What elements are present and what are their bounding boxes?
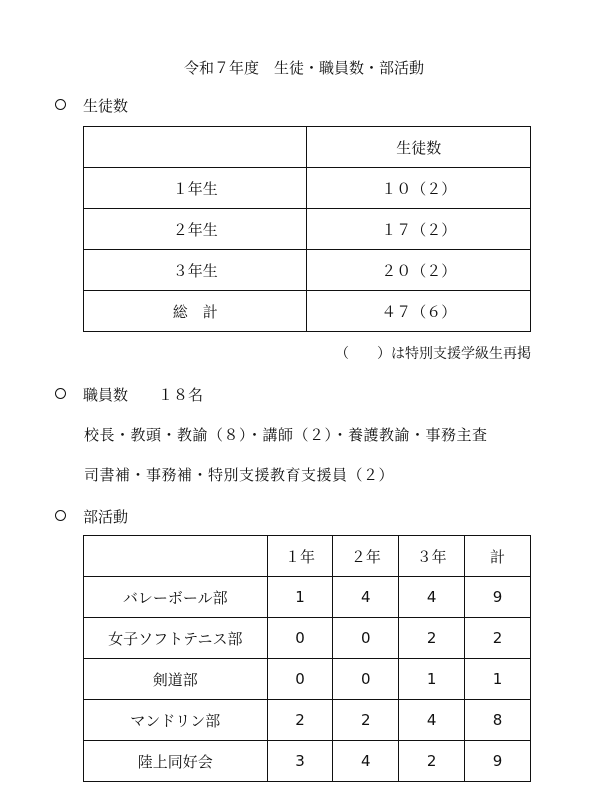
grade-label: １年生	[84, 168, 307, 209]
table-header-cell: 生徒数	[307, 127, 531, 168]
table-header-row	[84, 127, 531, 168]
student-count: １０（２）	[307, 168, 531, 209]
total-count: ４７（６）	[307, 291, 531, 332]
table-row	[84, 618, 531, 659]
club-total: 9	[465, 741, 531, 782]
grade-label: ３年生	[84, 250, 307, 291]
table-row	[84, 291, 531, 332]
circle-bullet-icon	[55, 510, 66, 521]
clubs-heading	[55, 506, 128, 527]
total-label: 総 計	[84, 291, 307, 332]
club-name: 剣道部	[84, 659, 268, 700]
table-header-cell	[84, 127, 307, 168]
table-row	[84, 209, 531, 250]
club-name: 陸上同好会	[84, 741, 268, 782]
special-class-note: （ ）は特別支援学級生再掲	[335, 346, 531, 362]
table-header-cell	[84, 536, 268, 577]
club-count: 4	[399, 700, 465, 741]
club-count: 1	[399, 659, 465, 700]
club-count: 2	[333, 700, 399, 741]
club-name: バレーボール部	[84, 577, 268, 618]
club-total: 2	[465, 618, 531, 659]
club-name: 女子ソフトテニス部	[84, 618, 268, 659]
student-count: １７（２）	[307, 209, 531, 250]
club-count: 2	[399, 741, 465, 782]
club-count: 1	[267, 577, 333, 618]
club-count: 0	[333, 659, 399, 700]
table-header-cell: ３年	[399, 536, 465, 577]
club-name: マンドリン部	[84, 700, 268, 741]
club-count: 2	[399, 618, 465, 659]
grade-label: ２年生	[84, 209, 307, 250]
staff-heading-text: 職員数 １８名	[83, 386, 204, 404]
club-total: 9	[465, 577, 531, 618]
club-count: 2	[267, 700, 333, 741]
table-row	[84, 659, 531, 700]
club-count: 4	[399, 577, 465, 618]
table-header-cell: ２年	[333, 536, 399, 577]
club-count: 4	[333, 741, 399, 782]
students-table	[83, 126, 531, 332]
circle-bullet-icon	[55, 99, 66, 110]
clubs-heading-text: 部活動	[83, 508, 129, 526]
circle-bullet-icon	[55, 388, 66, 399]
students-heading-text: 生徒数	[83, 97, 129, 115]
table-row	[84, 577, 531, 618]
club-count: 0	[267, 618, 333, 659]
table-header-cell: １年	[267, 536, 333, 577]
club-count: 0	[267, 659, 333, 700]
table-row	[84, 741, 531, 782]
club-count: 3	[267, 741, 333, 782]
club-total: 8	[465, 700, 531, 741]
staff-heading	[55, 384, 203, 405]
club-count: 0	[333, 618, 399, 659]
student-count: ２０（２）	[307, 250, 531, 291]
staff-list-line-1: 校長・教頭・教諭（８）・講師（２）・養護教諭・事務主査	[84, 426, 488, 444]
table-row	[84, 250, 531, 291]
staff-list-line-2: 司書補・事務補・特別支援教育支援員（２）	[84, 466, 395, 484]
table-row	[84, 168, 531, 209]
club-total: 1	[465, 659, 531, 700]
page-title: 令和７年度 生徒・職員数・部活動	[183, 59, 424, 77]
students-heading	[55, 95, 128, 116]
club-count: 4	[333, 577, 399, 618]
table-header-row	[84, 536, 531, 577]
clubs-table	[83, 535, 531, 782]
table-header-cell: 計	[465, 536, 531, 577]
table-row	[84, 700, 531, 741]
